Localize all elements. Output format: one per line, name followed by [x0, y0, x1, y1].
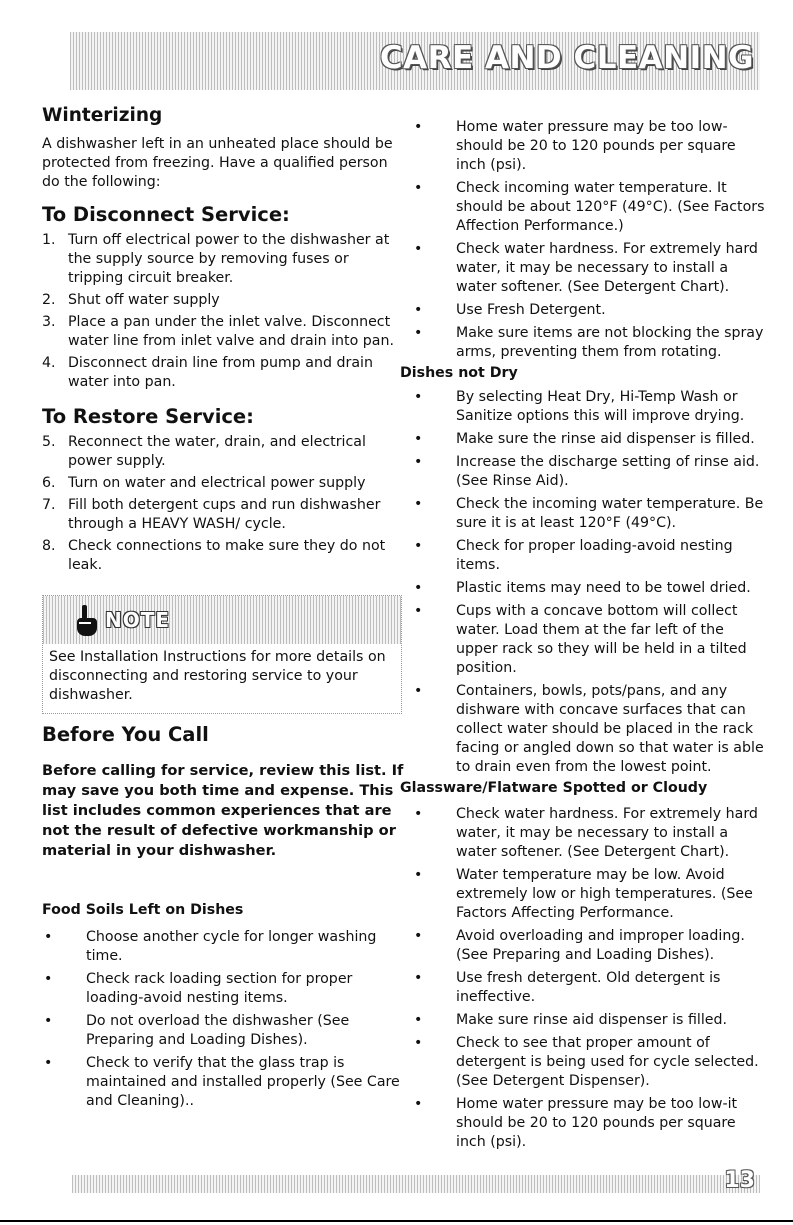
list-item	[42, 970, 404, 1008]
bullet-dot-icon: •	[414, 683, 423, 699]
right-column	[400, 118, 768, 1152]
item-text: Avoid overloading and improper loading. (See Preparing and Loading Dishes).	[456, 928, 745, 963]
list-item	[412, 118, 768, 175]
list-item	[412, 866, 768, 923]
hand-pointer-icon	[71, 604, 99, 638]
bullet-dot-icon: •	[414, 580, 423, 596]
item-number: 3.	[42, 314, 56, 330]
item-text: Check to see that proper amount of detergent is being used for cycle selected. (See Detergent Dispenser).	[456, 1035, 759, 1089]
item-number: 1.	[42, 232, 56, 248]
item-text: Use fresh detergent. Old detergent is ineffective.	[456, 970, 721, 1005]
item-text: Check connections to make sure they do not leak.	[68, 538, 386, 573]
item-text: Check to verify that the glass trap is maintained and installed properly (See Care and Cleaning)..	[86, 1055, 400, 1109]
item-text: Check incoming water temperature. It should be about 120°F (49°C). (See Factors Affection Performance.)	[456, 180, 765, 234]
list-item	[412, 430, 768, 449]
bullet-dot-icon: •	[44, 1055, 53, 1071]
bullet-dot-icon: •	[414, 496, 423, 512]
list-item	[412, 969, 768, 1007]
item-number: 7.	[42, 497, 56, 513]
note-text: See Installation Instructions for more details on disconnecting and restoring service to your dishwasher.	[49, 649, 386, 703]
bullet-dot-icon: •	[414, 1012, 423, 1028]
item-text: Check the incoming water temperature. Be sure it is at least 120°F (49°C).	[456, 496, 764, 531]
item-text: Increase the discharge setting of rinse aid. (See Rinse Aid).	[456, 454, 760, 489]
page-number: 13	[724, 1168, 755, 1193]
list-item	[42, 537, 404, 575]
list-item	[42, 496, 404, 534]
list-item	[412, 240, 768, 297]
list-item	[412, 301, 768, 320]
bullet-dot-icon: •	[414, 928, 423, 944]
item-text: Cups with a concave bottom will collect water. Load them at the far left of the upper rack so they will be held in a tilted position.	[456, 603, 747, 676]
food-soils-list	[42, 928, 404, 1111]
list-item	[412, 1011, 768, 1030]
bullet-dot-icon: •	[414, 603, 423, 619]
bullet-dot-icon: •	[414, 806, 423, 822]
item-text: Check water hardness. For extremely hard water, it may be necessary to install a water softener. (See Detergent Chart).	[456, 241, 758, 295]
list-item	[42, 928, 404, 966]
item-text: Home water pressure may be too low-it should be 20 to 120 pounds per square inch (psi).	[456, 1096, 738, 1150]
bullet-dot-icon: •	[414, 241, 423, 257]
not-dry-list	[412, 388, 768, 777]
bullet-dot-icon: •	[414, 302, 423, 318]
list-item	[42, 1054, 404, 1111]
list-item	[412, 495, 768, 533]
item-text: Shut off water supply	[68, 292, 220, 308]
spotted-heading: Glassware/Flatware Spotted or Cloudy	[400, 780, 708, 796]
bullet-dot-icon: •	[414, 454, 423, 470]
item-text: Make sure the rinse aid dispenser is filled.	[456, 431, 755, 447]
list-item	[412, 388, 768, 426]
item-number: 8.	[42, 538, 56, 554]
item-text: Check for proper loading-avoid nesting items.	[456, 538, 733, 573]
bullet-dot-icon: •	[414, 1096, 423, 1112]
list-item	[412, 1034, 768, 1091]
item-text: Containers, bowls, pots/pans, and any dishware with concave surfaces that can collect water should be placed in the rack facing or angled down so that water is able to drain even from the lowest point.	[456, 683, 764, 775]
bullet-dot-icon: •	[414, 1035, 423, 1051]
item-number: 2.	[42, 292, 56, 308]
list-item	[412, 537, 768, 575]
item-text: Use Fresh Detergent.	[456, 302, 606, 318]
item-number: 4.	[42, 355, 56, 371]
bullet-dot-icon: •	[414, 389, 423, 405]
note-box	[42, 595, 402, 714]
restore-heading: To Restore Service:	[42, 405, 254, 428]
header-banner	[70, 32, 760, 90]
item-text: Check rack loading section for proper loading-avoid nesting items.	[86, 971, 353, 1006]
list-item	[42, 291, 404, 310]
list-item	[412, 1095, 768, 1152]
list-item	[42, 474, 404, 493]
item-text: Fill both detergent cups and run dishwasher through a HEAVY WASH/ cycle.	[68, 497, 381, 532]
item-text: Check water hardness. For extremely hard water, it may be necessary to install a water softener. (See Detergent Chart).	[456, 806, 758, 860]
disconnect-heading: To Disconnect Service:	[42, 203, 290, 226]
restore-list	[42, 433, 404, 575]
winterizing-heading: Winterizing	[42, 105, 163, 126]
item-text: Water temperature may be low. Avoid extremely low or high temperatures. (See Factors Affecting Performance.	[456, 867, 753, 921]
pressure-list	[412, 118, 768, 362]
note-header	[43, 596, 401, 644]
list-item	[42, 433, 404, 471]
before-call-heading: Before You Call	[42, 723, 209, 746]
bullet-dot-icon: •	[44, 1013, 53, 1029]
item-text: By selecting Heat Dry, Hi-Temp Wash or Sanitize options this will improve drying.	[456, 389, 745, 424]
item-text: Choose another cycle for longer washing time.	[86, 929, 377, 964]
item-number: 5.	[42, 434, 56, 450]
not-dry-heading: Dishes not Dry	[400, 365, 518, 381]
item-text: Make sure items are not blocking the spray arms, preventing them from rotating.	[456, 325, 764, 360]
footer-bar	[72, 1175, 760, 1193]
list-item	[42, 313, 404, 351]
list-item	[412, 179, 768, 236]
bullet-dot-icon: •	[44, 971, 53, 987]
bullet-dot-icon: •	[414, 325, 423, 341]
item-text: Plastic items may need to be towel dried.	[456, 580, 751, 596]
before-call-intro: Before calling for service, review this list. If may save you both time and expense. This list includes common experiences that are not the result of defective workmanship or material in your dishwasher.	[42, 762, 404, 859]
bullet-dot-icon: •	[44, 929, 53, 945]
bullet-dot-icon: •	[414, 119, 423, 135]
disconnect-list	[42, 231, 404, 392]
bullet-dot-icon: •	[414, 180, 423, 196]
food-soils-heading: Food Soils Left on Dishes	[42, 902, 244, 918]
bullet-dot-icon: •	[414, 538, 423, 554]
list-item	[412, 682, 768, 777]
list-item	[42, 231, 404, 288]
list-item	[42, 354, 404, 392]
bullet-dot-icon: •	[414, 431, 423, 447]
item-text: Reconnect the water, drain, and electrical power supply.	[68, 434, 366, 469]
item-number: 6.	[42, 475, 56, 491]
item-text: Place a pan under the inlet valve. Disconnect water line from inlet valve and drain into pan.	[68, 314, 394, 349]
item-text: Disconnect drain line from pump and drain water into pan.	[68, 355, 373, 390]
list-item	[42, 1012, 404, 1050]
spotted-list	[412, 805, 768, 1152]
item-text: Do not overload the dishwasher (See Preparing and Loading Dishes).	[86, 1013, 350, 1048]
list-item	[412, 324, 768, 362]
item-text: Turn on water and electrical power supply	[68, 475, 366, 491]
note-title: NOTE	[105, 608, 171, 632]
item-text: Make sure rinse aid dispenser is filled.	[456, 1012, 728, 1028]
item-text: Turn off electrical power to the dishwasher at the supply source by removing fuses or tripping circuit breaker.	[68, 232, 390, 286]
winterizing-intro: A dishwasher left in an unheated place should be protected from freezing. Have a qualified person do the following:	[42, 136, 393, 190]
list-item	[412, 602, 768, 678]
bullet-dot-icon: •	[414, 970, 423, 986]
list-item	[412, 453, 768, 491]
list-item	[412, 927, 768, 965]
list-item	[412, 805, 768, 862]
bottom-rule	[0, 1220, 793, 1222]
page-title: CARE AND CLEANING	[379, 40, 754, 76]
list-item	[412, 579, 768, 598]
left-column	[42, 100, 404, 1111]
item-text: Home water pressure may be too low- should be 20 to 120 pounds per square inch (psi).	[456, 119, 736, 173]
bullet-dot-icon: •	[414, 867, 423, 883]
